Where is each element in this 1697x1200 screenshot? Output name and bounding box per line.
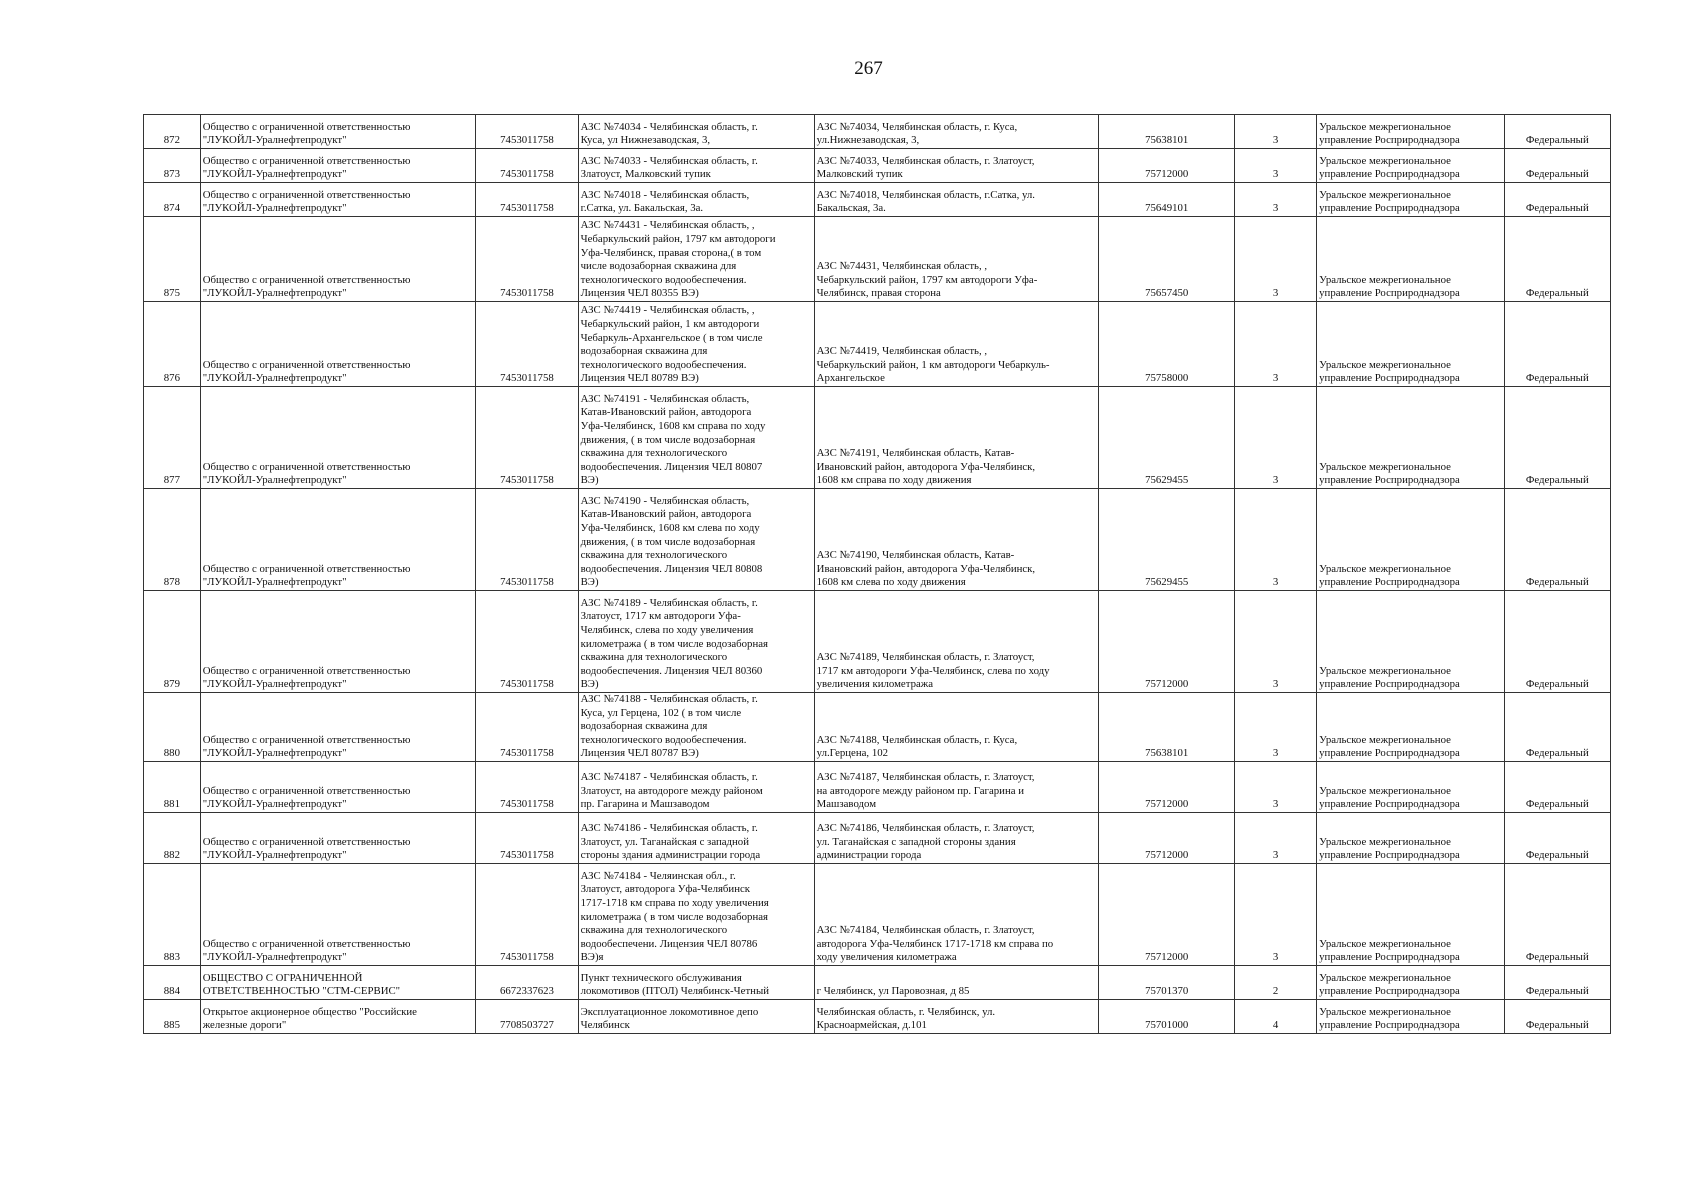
supervisory-authority: Уральское межрегиональное управление Росприроднадзора (1317, 489, 1504, 591)
supervision-level: Федеральный (1504, 999, 1610, 1033)
object-address: АЗС №74018, Челябинская область, г.Сатка, ул. Бакальская, 3а. (814, 183, 1099, 217)
row-number: 876 (144, 302, 201, 387)
okato-code: 75657450 (1099, 217, 1235, 302)
supervision-level: Федеральный (1504, 489, 1610, 591)
object-address: АЗС №74184, Челябинская область, г. Златоуст, автодорога Уфа-Челябинск 1717-1718 км справа по ходу увеличения километража (814, 863, 1099, 965)
table-row (144, 149, 1611, 183)
table-row (144, 489, 1611, 591)
table-row (144, 115, 1611, 149)
inn-value: 6672337623 (476, 965, 578, 999)
object-name: АЗС №74431 - Челябинская область, , Чебаркульский район, 1797 км автодороги Уфа-Челябинск, правая сторона,( в том числе водозаборная скважина для технологического водообеспечения. Лицензия ЧЕЛ 80355 ВЭ) (578, 217, 814, 302)
inn-value: 7453011758 (476, 812, 578, 863)
object-address: АЗС №74431, Челябинская область, , Чебаркульский район, 1797 км автодороги Уфа- Челябинск, правая сторона (814, 217, 1099, 302)
object-name: АЗС №74034 - Челябинская область, г. Куса, ул Нижнезаводская, 3, (578, 115, 814, 149)
table-row (144, 183, 1611, 217)
inn-value: 7708503727 (476, 999, 578, 1033)
category-value: 3 (1235, 217, 1317, 302)
object-name: АЗС №74186 - Челябинская область, г. Златоуст, ул. Таганайская с западной стороны здания администрации города (578, 812, 814, 863)
table-row (144, 693, 1611, 762)
inn-value: 7453011758 (476, 302, 578, 387)
supervisory-authority: Уральское межрегиональное управление Росприроднадзора (1317, 999, 1504, 1033)
object-name: АЗС №74033 - Челябинская область, г. Златоуст, Малковский тупик (578, 149, 814, 183)
inn-value: 7453011758 (476, 387, 578, 489)
object-name: Пункт технического обслуживания локомотивов (ПТОЛ) Челябинск-Четный (578, 965, 814, 999)
row-number: 884 (144, 965, 201, 999)
table-row (144, 387, 1611, 489)
inn-value: 7453011758 (476, 761, 578, 812)
supervisory-authority: Уральское межрегиональное управление Росприроднадзора (1317, 217, 1504, 302)
organization-name: Общество с ограниченной ответственностью "ЛУКОЙЛ-Уралнефтепродукт" (200, 591, 476, 693)
table-row (144, 863, 1611, 965)
supervision-level: Федеральный (1504, 591, 1610, 693)
okato-code: 75629455 (1099, 387, 1235, 489)
object-address: АЗС №74190, Челябинская область, Катав- Ивановский район, автодорога Уфа-Челябинск, 1608 км слева по ходу движения (814, 489, 1099, 591)
category-value: 3 (1235, 115, 1317, 149)
table-row (144, 302, 1611, 387)
supervisory-authority: Уральское межрегиональное управление Росприроднадзора (1317, 302, 1504, 387)
category-value: 3 (1235, 591, 1317, 693)
object-name: АЗС №74190 - Челябинская область, Катав-Ивановский район, автодорога Уфа-Челябинск, 1608 км слева по ходу движения, ( в том числе водозаборная скважина для технологического водообеспечения. Лицензия ЧЕЛ 80808 ВЭ) (578, 489, 814, 591)
category-value: 4 (1235, 999, 1317, 1033)
category-value: 3 (1235, 693, 1317, 762)
table-row (144, 965, 1611, 999)
table-row (144, 591, 1611, 693)
row-number: 877 (144, 387, 201, 489)
supervisory-authority: Уральское межрегиональное управление Росприроднадзора (1317, 115, 1504, 149)
okato-code: 75758000 (1099, 302, 1235, 387)
supervisory-authority: Уральское межрегиональное управление Росприроднадзора (1317, 965, 1504, 999)
object-name: АЗС №74191 - Челябинская область, Катав-Ивановский район, автодорога Уфа-Челябинск, 1608 км справа по ходу движения, ( в том числе водозаборная скважина для технологического водообеспечения. Лицензия ЧЕЛ 80807 ВЭ) (578, 387, 814, 489)
organization-name: Общество с ограниченной ответственностью "ЛУКОЙЛ-Уралнефтепродукт" (200, 115, 476, 149)
supervision-level: Федеральный (1504, 217, 1610, 302)
okato-code: 75712000 (1099, 149, 1235, 183)
table-row (144, 812, 1611, 863)
supervision-level: Федеральный (1504, 761, 1610, 812)
okato-code: 75712000 (1099, 761, 1235, 812)
supervision-level: Федеральный (1504, 693, 1610, 762)
okato-code: 75649101 (1099, 183, 1235, 217)
supervisory-authority: Уральское межрегиональное управление Росприроднадзора (1317, 693, 1504, 762)
supervision-level: Федеральный (1504, 863, 1610, 965)
object-address: АЗС №74034, Челябинская область, г. Куса, ул.Нижнезаводская, 3, (814, 115, 1099, 149)
category-value: 3 (1235, 387, 1317, 489)
row-number: 873 (144, 149, 201, 183)
inn-value: 7453011758 (476, 863, 578, 965)
supervision-level: Федеральный (1504, 387, 1610, 489)
category-value: 2 (1235, 965, 1317, 999)
category-value: 3 (1235, 863, 1317, 965)
okato-code: 75712000 (1099, 812, 1235, 863)
supervisory-authority: Уральское межрегиональное управление Росприроднадзора (1317, 387, 1504, 489)
object-address: АЗС №74419, Челябинская область, , Чебаркульский район, 1 км автодороги Чебаркуль- Архангельское (814, 302, 1099, 387)
organization-name: Открытое акционерное общество "Российские железные дороги" (200, 999, 476, 1033)
organization-name: Общество с ограниченной ответственностью "ЛУКОЙЛ-Уралнефтепродукт" (200, 302, 476, 387)
registry-rows (144, 115, 1611, 1034)
supervision-level: Федеральный (1504, 149, 1610, 183)
supervision-level: Федеральный (1504, 115, 1610, 149)
organization-name: Общество с ограниченной ответственностью "ЛУКОЙЛ-Уралнефтепродукт" (200, 387, 476, 489)
organization-name: Общество с ограниченной ответственностью "ЛУКОЙЛ-Уралнефтепродукт" (200, 761, 476, 812)
organization-name: Общество с ограниченной ответственностью "ЛУКОЙЛ-Уралнефтепродукт" (200, 217, 476, 302)
supervisory-authority: Уральское межрегиональное управление Росприроднадзора (1317, 591, 1504, 693)
object-address: АЗС №74187, Челябинская область, г. Златоуст, на автодороге между районом пр. Гагарина и Машзаводом (814, 761, 1099, 812)
supervisory-authority: Уральское межрегиональное управление Росприроднадзора (1317, 863, 1504, 965)
organization-name: Общество с ограниченной ответственностью "ЛУКОЙЛ-Уралнефтепродукт" (200, 183, 476, 217)
object-address: г Челябинск, ул Паровозная, д 85 (814, 965, 1099, 999)
supervision-level: Федеральный (1504, 302, 1610, 387)
object-address: АЗС №74186, Челябинская область, г. Златоуст, ул. Таганайская с западной стороны здания администрации города (814, 812, 1099, 863)
okato-code: 75701370 (1099, 965, 1235, 999)
object-name: АЗС №74189 - Челябинская область, г. Златоуст, 1717 км автодороги Уфа- Челябинск, слева по ходу увеличения километража ( в том числе водозаборная скважина для технологического водообеспечения. Лицензия ЧЕЛ 80360 ВЭ) (578, 591, 814, 693)
organization-name: Общество с ограниченной ответственностью "ЛУКОЙЛ-Уралнефтепродукт" (200, 863, 476, 965)
supervisory-authority: Уральское межрегиональное управление Росприроднадзора (1317, 183, 1504, 217)
supervision-level: Федеральный (1504, 183, 1610, 217)
inn-value: 7453011758 (476, 183, 578, 217)
row-number: 883 (144, 863, 201, 965)
supervisory-authority: Уральское межрегиональное управление Росприроднадзора (1317, 149, 1504, 183)
row-number: 882 (144, 812, 201, 863)
object-address: АЗС №74189, Челябинская область, г. Златоуст, 1717 км автодороги Уфа-Челябинск, слева по ходу увеличения километража (814, 591, 1099, 693)
object-address: АЗС №74188, Челябинская область, г. Куса, ул.Герцена, 102 (814, 693, 1099, 762)
organization-name: ОБЩЕСТВО С ОГРАНИЧЕННОЙ ОТВЕТСТВЕННОСТЬЮ "СТМ-СЕРВИС" (200, 965, 476, 999)
row-number: 872 (144, 115, 201, 149)
okato-code: 75701000 (1099, 999, 1235, 1033)
organization-name: Общество с ограниченной ответственностью "ЛУКОЙЛ-Уралнефтепродукт" (200, 149, 476, 183)
row-number: 874 (144, 183, 201, 217)
category-value: 3 (1235, 183, 1317, 217)
category-value: 3 (1235, 302, 1317, 387)
object-address: Челябинская область, г. Челябинск, ул. Красноармейская, д.101 (814, 999, 1099, 1033)
registry-table (143, 114, 1611, 1034)
supervisory-authority: Уральское межрегиональное управление Росприроднадзора (1317, 761, 1504, 812)
okato-code: 75638101 (1099, 115, 1235, 149)
organization-name: Общество с ограниченной ответственностью "ЛУКОЙЛ-Уралнефтепродукт" (200, 693, 476, 762)
object-name: АЗС №74188 - Челябинская область, г. Куса, ул Герцена, 102 ( в том числе водозаборная скважина для технологического водообеспечения. Лицензия ЧЕЛ 80787 ВЭ) (578, 693, 814, 762)
object-name: АЗС №74419 - Челябинская область, , Чебаркульский район, 1 км автодороги Чебаркуль-Архангельское ( в том числе водозаборная скважина для технологического водообеспечения. Лицензия ЧЕЛ 80789 ВЭ) (578, 302, 814, 387)
okato-code: 75712000 (1099, 863, 1235, 965)
category-value: 3 (1235, 761, 1317, 812)
object-name: АЗС №74018 - Челябинская область, г.Сатка, ул. Бакальская, 3а. (578, 183, 814, 217)
page-number: 267 (854, 58, 883, 79)
object-name: АЗС №74184 - Челяинская обл., г. Златоуст, автодорога Уфа-Челябинск 1717-1718 км справа по ходу увеличения километража ( в том числе водозаборная скважина для технологического водообеспечени. Лицензия ЧЕЛ 80786 ВЭ)я (578, 863, 814, 965)
inn-value: 7453011758 (476, 489, 578, 591)
object-name: АЗС №74187 - Челябинская область, г. Златоуст, на автодороге между районом пр. Гагарина и Машзаводом (578, 761, 814, 812)
supervision-level: Федеральный (1504, 812, 1610, 863)
inn-value: 7453011758 (476, 693, 578, 762)
table-row (144, 217, 1611, 302)
organization-name: Общество с ограниченной ответственностью "ЛУКОЙЛ-Уралнефтепродукт" (200, 489, 476, 591)
row-number: 885 (144, 999, 201, 1033)
supervision-level: Федеральный (1504, 965, 1610, 999)
okato-code: 75629455 (1099, 489, 1235, 591)
table-row (144, 999, 1611, 1033)
category-value: 3 (1235, 489, 1317, 591)
table-row (144, 761, 1611, 812)
row-number: 879 (144, 591, 201, 693)
row-number: 880 (144, 693, 201, 762)
object-address: АЗС №74033, Челябинская область, г. Златоуст, Малковский тупик (814, 149, 1099, 183)
object-address: АЗС №74191, Челябинская область, Катав- Ивановский район, автодорога Уфа-Челябинск, 1608 км справа по ходу движения (814, 387, 1099, 489)
organization-name: Общество с ограниченной ответственностью "ЛУКОЙЛ-Уралнефтепродукт" (200, 812, 476, 863)
category-value: 3 (1235, 812, 1317, 863)
inn-value: 7453011758 (476, 591, 578, 693)
inn-value: 7453011758 (476, 115, 578, 149)
object-name: Эксплуатационное локомотивное депо Челябинск (578, 999, 814, 1033)
inn-value: 7453011758 (476, 149, 578, 183)
row-number: 878 (144, 489, 201, 591)
supervisory-authority: Уральское межрегиональное управление Росприроднадзора (1317, 812, 1504, 863)
category-value: 3 (1235, 149, 1317, 183)
okato-code: 75712000 (1099, 591, 1235, 693)
row-number: 875 (144, 217, 201, 302)
row-number: 881 (144, 761, 201, 812)
okato-code: 75638101 (1099, 693, 1235, 762)
inn-value: 7453011758 (476, 217, 578, 302)
